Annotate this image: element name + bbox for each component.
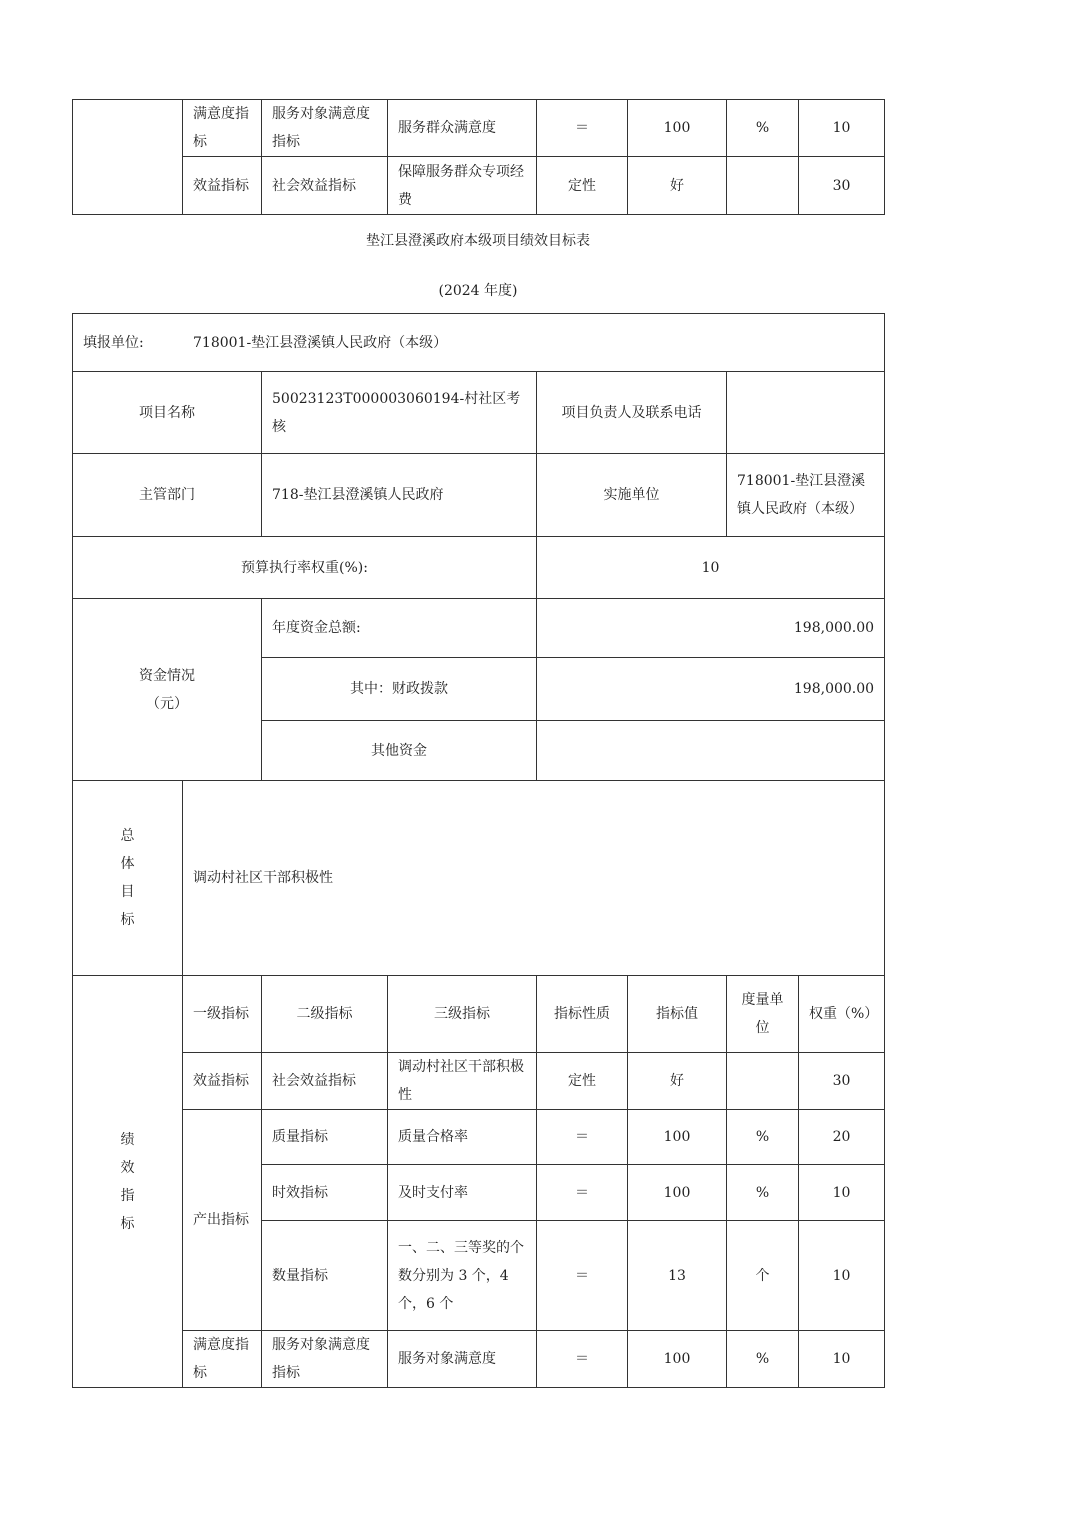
level3-cell: 及时支付率 — [388, 1165, 537, 1221]
header-level1: 一级指标 — [183, 976, 262, 1053]
nature-cell: ＝ — [537, 100, 628, 157]
perf-char: 指 — [120, 1187, 135, 1204]
overall-goal-label — [73, 781, 183, 976]
header-level3: 三级指标 — [388, 976, 537, 1053]
weight-cell: 30 — [799, 1053, 885, 1110]
perf-char: 效 — [120, 1159, 135, 1176]
unit-cell: 个 — [727, 1221, 799, 1331]
table-row — [73, 454, 885, 537]
level3-cell: 一、二、三等奖的个数分别为 3 个，4 个，6 个 — [388, 1221, 537, 1331]
goal-char: 标 — [120, 912, 135, 928]
reporting-unit-value: 718001-垫江县澄溪镇人民政府（本级） — [193, 334, 448, 351]
table-row — [73, 100, 885, 157]
level3-cell: 调动村社区干部积极性 — [388, 1053, 537, 1110]
weight-cell: 10 — [799, 100, 885, 157]
performance-indicator-label — [73, 976, 183, 1388]
page-subtitle: (2024 年度) — [438, 283, 518, 299]
unit-cell: % — [727, 1165, 799, 1221]
reporting-unit-label: 填报单位: — [83, 334, 144, 351]
table-row — [73, 1053, 885, 1110]
table-row — [73, 1331, 885, 1388]
level3-cell: 服务对象满意度 — [388, 1331, 537, 1388]
budget-weight-value: 10 — [537, 537, 885, 599]
goal-char: 目 — [120, 884, 135, 900]
nature-cell: ＝ — [537, 1110, 628, 1165]
annual-total-value: 198,000.00 — [537, 599, 885, 658]
unit-cell — [727, 1053, 799, 1110]
other-funds-label: 其他资金 — [262, 721, 537, 781]
unit-cell — [727, 157, 799, 215]
unit-cell: % — [727, 1331, 799, 1388]
level2-cell: 服务对象满意度指标 — [262, 100, 388, 157]
department-value: 718-垫江县澄溪镇人民政府 — [262, 454, 537, 537]
funds-label — [73, 599, 262, 781]
value-cell: 100 — [628, 1110, 727, 1165]
goal-char: 总 — [120, 828, 135, 844]
table-row — [73, 537, 885, 599]
value-cell: 100 — [628, 1331, 727, 1388]
level2-cell: 社会效益指标 — [262, 1053, 388, 1110]
value-cell: 13 — [628, 1221, 727, 1331]
level2-cell: 数量指标 — [262, 1221, 388, 1331]
goal-char: 体 — [120, 856, 135, 872]
contact-label: 项目负责人及联系电话 — [537, 372, 727, 454]
weight-cell: 20 — [799, 1110, 885, 1165]
level3-cell: 质量合格率 — [388, 1110, 537, 1165]
annual-total-label: 年度资金总额: — [262, 599, 537, 658]
value-cell: 100 — [628, 1165, 727, 1221]
fiscal-allocation-value: 198,000.00 — [537, 658, 885, 721]
level1-cell: 满意度指标 — [183, 1331, 262, 1388]
level1-cell: 效益指标 — [183, 1053, 262, 1110]
nature-cell: ＝ — [537, 1165, 628, 1221]
header-weight: 权重（%） — [799, 976, 885, 1053]
table-row — [73, 781, 885, 976]
other-funds-value — [537, 721, 885, 781]
table-header-row — [73, 976, 885, 1053]
department-label: 主管部门 — [73, 454, 262, 537]
funds-label-line2: （元） — [146, 695, 188, 712]
value-cell: 100 — [628, 100, 727, 157]
header-value: 指标值 — [628, 976, 727, 1053]
weight-cell: 30 — [799, 157, 885, 215]
project-name-value: 50023123T000003060194-村社区考核 — [262, 372, 537, 454]
funds-label-line1: 资金情况 — [139, 667, 195, 684]
header-level2: 二级指标 — [262, 976, 388, 1053]
perf-char: 标 — [120, 1215, 135, 1232]
table-row — [73, 372, 885, 454]
level2-cell: 质量指标 — [262, 1110, 388, 1165]
implementing-unit-value: 718001-垫江县澄溪镇人民政府（本级） — [727, 454, 885, 537]
value-cell: 好 — [628, 1053, 727, 1110]
unit-cell: % — [727, 100, 799, 157]
nature-cell: ＝ — [537, 1221, 628, 1331]
unit-cell: % — [727, 1110, 799, 1165]
empty-cell — [73, 100, 183, 215]
weight-cell: 10 — [799, 1331, 885, 1388]
reporting-unit-cell — [73, 314, 885, 372]
performance-form-table — [72, 313, 885, 1388]
fiscal-allocation-label: 其中：财政拨款 — [262, 658, 537, 721]
level2-cell: 时效指标 — [262, 1165, 388, 1221]
table-row — [73, 314, 885, 372]
overall-goal-value: 调动村社区干部积极性 — [183, 781, 885, 976]
perf-char: 绩 — [120, 1131, 135, 1148]
top-fragment-table — [72, 99, 885, 215]
table-row — [73, 599, 885, 658]
level1-cell: 效益指标 — [183, 157, 262, 215]
table-row — [73, 157, 885, 215]
contact-value — [727, 372, 885, 454]
nature-cell: ＝ — [537, 1331, 628, 1388]
value-cell: 好 — [628, 157, 727, 215]
implementing-unit-label: 实施单位 — [537, 454, 727, 537]
level3-cell: 服务群众满意度 — [388, 100, 537, 157]
page-title: 垫江县澄溪政府本级项目绩效目标表 — [366, 233, 590, 249]
level3-cell: 保障服务群众专项经费 — [388, 157, 537, 215]
table-row — [73, 1110, 885, 1165]
weight-cell: 10 — [799, 1221, 885, 1331]
budget-weight-label: 预算执行率权重(%): — [73, 537, 537, 599]
project-name-label: 项目名称 — [73, 372, 262, 454]
weight-cell: 10 — [799, 1165, 885, 1221]
level2-cell: 社会效益指标 — [262, 157, 388, 215]
header-unit: 度量单位 — [727, 976, 799, 1053]
level1-cell: 产出指标 — [183, 1110, 262, 1331]
header-nature: 指标性质 — [537, 976, 628, 1053]
level2-cell: 服务对象满意度指标 — [262, 1331, 388, 1388]
nature-cell: 定性 — [537, 1053, 628, 1110]
nature-cell: 定性 — [537, 157, 628, 215]
level1-cell: 满意度指标 — [183, 100, 262, 157]
